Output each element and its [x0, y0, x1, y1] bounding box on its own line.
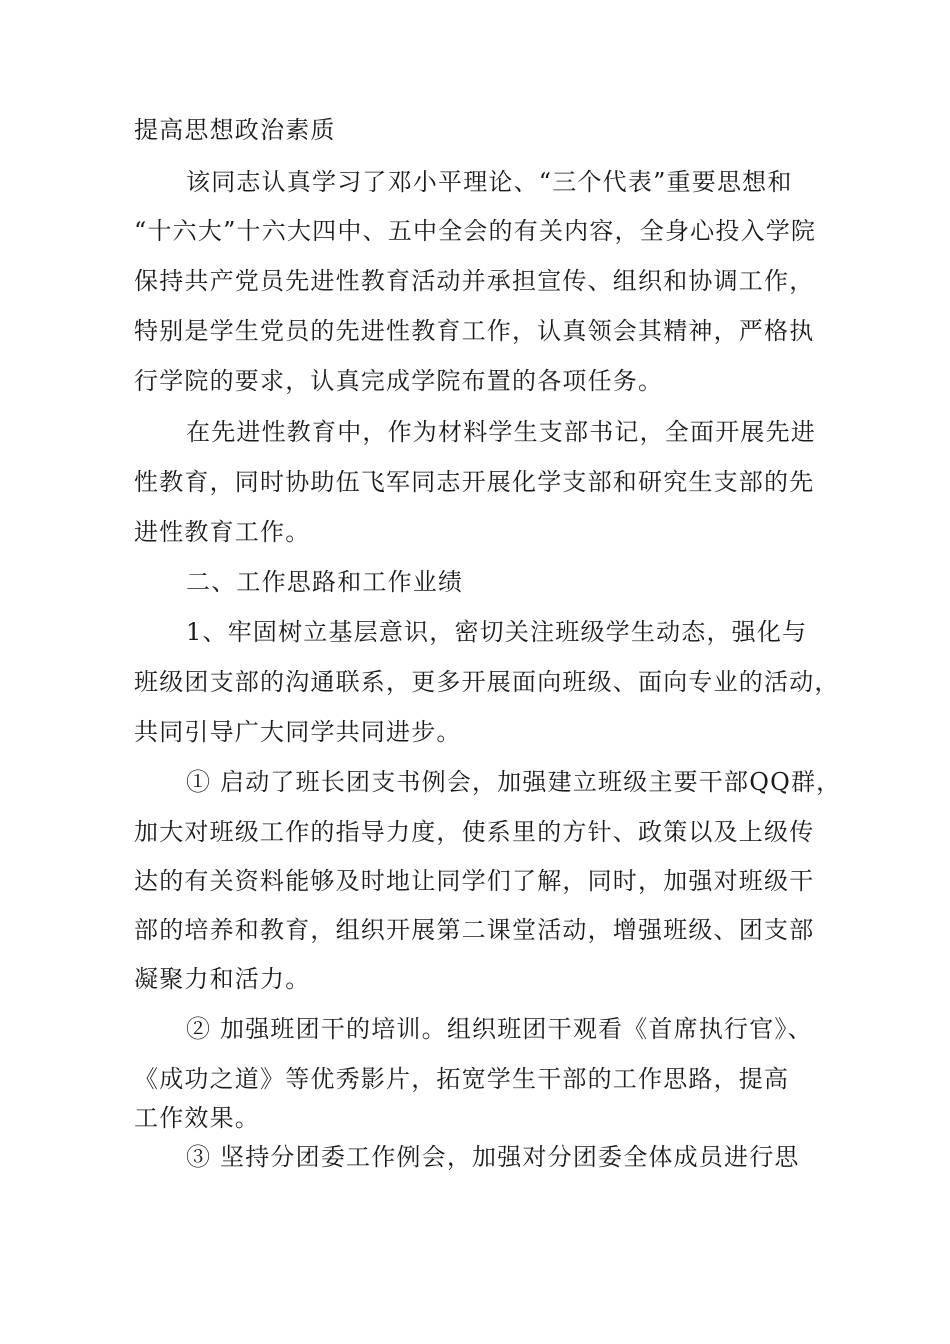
text-line: 《成功之道》等优秀影片，拓宽学生干部的工作思路，提高: [134, 1065, 790, 1093]
text-line: 该同志认真学习了邓小平理论、“三个代表”重要思想和: [186, 168, 793, 196]
text-line: 达的有关资料能够及时地让同学们了解，同时，加强对班级干: [134, 867, 815, 895]
text-line: 进性教育工作。: [134, 518, 311, 546]
text-line: 部的培养和教育，组织开展第二课堂活动，增强班级、团支部: [134, 916, 815, 944]
text-line: 加大对班级工作的指导力度，使系里的方针、政策以及上级传: [134, 818, 815, 846]
text-line: ① 启动了班长团支书例会，加强建立班级主要干部QQ群，: [186, 768, 842, 796]
section-heading: 二、工作思路和工作业绩: [186, 568, 464, 596]
text-line: 凝聚力和活力。: [134, 965, 311, 993]
text-line: 特别是学生党员的先进性教育工作，认真领会其精神，严格执: [134, 317, 815, 345]
text-line: ③ 坚持分团委工作例会，加强对分团委全体成员进行思: [186, 1143, 800, 1171]
text-line: 班级团支部的沟通联系，更多开展面向班级、面向专业的活动，: [134, 668, 840, 696]
text-line: 在先进性教育中，作为材料学生支部书记，全面开展先进: [186, 418, 816, 446]
text-line: 性教育，同时协助伍飞军同志开展化学支部和研究生支部的先: [134, 468, 815, 496]
text-line: 提高思想政治素质: [134, 116, 336, 144]
text-line: 行学院的要求，认真完成学院布置的各项任务。: [134, 367, 664, 395]
text-line: ② 加强班团干的培训。组织班团干观看《首席执行官》、: [186, 1015, 813, 1043]
text-line: “十六大”十六大四中、五中全会的有关内容，全身心投入学院: [134, 217, 817, 245]
text-line: 共同引导广大同学共同进步。: [134, 718, 462, 746]
text-line: 保持共产党员先进性教育活动并承担宣传、组织和协调工作，: [134, 267, 815, 295]
text-line: 工作效果。: [134, 1104, 260, 1132]
text-line: 1、牢固树立基层意识，密切关注班级学生动态，强化与: [186, 618, 808, 646]
